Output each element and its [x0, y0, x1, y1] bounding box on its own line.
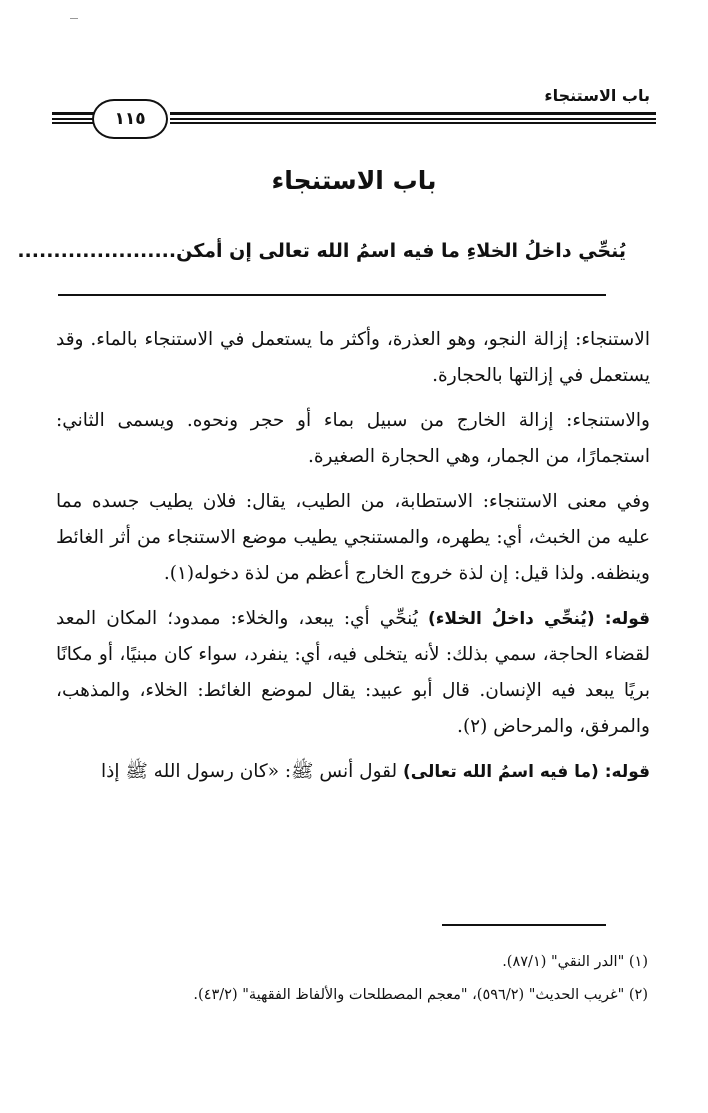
- matn-divider: [58, 294, 606, 296]
- quote-lead: قوله: (يُنحِّي داخلُ الخلاء): [427, 609, 650, 629]
- footnote-ref[interactable]: (٢): [462, 716, 494, 737]
- paragraph-text: لقول أنس ﷺ: «كان رسول الله ﷺ إذا: [101, 761, 404, 782]
- footnote-item: (٢) "غريب الحديث" (٥٩٦/٢)، "معجم المصطلحات والألفاظ الفقهية" (٤٣/٢).: [193, 987, 648, 1003]
- matn-text: يُنحِّي داخلُ الخلاءِ ما فيه اسمُ الله تعالى إن أمكن......................: [17, 240, 626, 262]
- footnotes: [56, 946, 648, 1012]
- paragraph: [56, 403, 650, 475]
- footnote-ref[interactable]: (١): [169, 563, 195, 584]
- paragraph: [56, 754, 650, 790]
- paragraph-text: وفي معنى الاستنجاء: الاستطابة، من الطيب، يقال: فلان يطيب جسده مما عليه من الخبث، أي: يطهره، والمستنجي يطيب موضع الاستنجاء من أثر الغائط وينظفه. ولذا قيل: إن لذة خروج الخارج أعظم من لذة دخوله: [56, 491, 650, 584]
- running-header: باب الاستنجاء: [544, 86, 650, 105]
- paragraph-text: يُنحِّي أي: يبعد، والخلاء: ممدود؛ المكان المعد لقضاء الحاجة، سمي بذلك: لأنه يتخلى فيه، أي: ينفرد، سواء كان مبنيًا، أو مكانًا بريًا يبعد فيه الإنسان. قال أبو عبيد: يقال لموضع الغائط: الخلاء، والمذهب، والمرفق، والمرحاض: [56, 608, 650, 737]
- commentary-body: [56, 322, 650, 799]
- quote-lead: قوله: (ما فيه اسمُ الله تعالى): [403, 762, 650, 782]
- scan-mark: [70, 18, 78, 19]
- header-rule-right: [170, 112, 656, 126]
- paragraph: [56, 484, 650, 592]
- chapter-title: باب الاستنجاء: [271, 166, 437, 195]
- paragraph-text: الاستنجاء: إزالة النجو، وهو العذرة، وأكثر ما يستعمل في الاستنجاء بالماء. وقد يستعمل في إزالتها بالحجارة.: [56, 329, 650, 386]
- page-number-text: ١١٥: [114, 109, 146, 129]
- footnote-item: (١) "الدر النقي" (٨٧/١).: [502, 954, 648, 970]
- paragraph-text: والاستنجاء: إزالة الخارج من سبيل بماء أو حجر ونحوه. ويسمى الثاني: استجمارًا، من الجمار، وهي الحجارة الصغيرة.: [56, 410, 650, 467]
- paragraph-end: .: [163, 563, 170, 584]
- paragraph: [56, 601, 650, 745]
- footnote-divider: [442, 924, 606, 926]
- header-rule-left: [52, 112, 94, 126]
- paragraph-end: .: [457, 716, 463, 737]
- page-number: [92, 99, 168, 139]
- paragraph: [56, 322, 650, 394]
